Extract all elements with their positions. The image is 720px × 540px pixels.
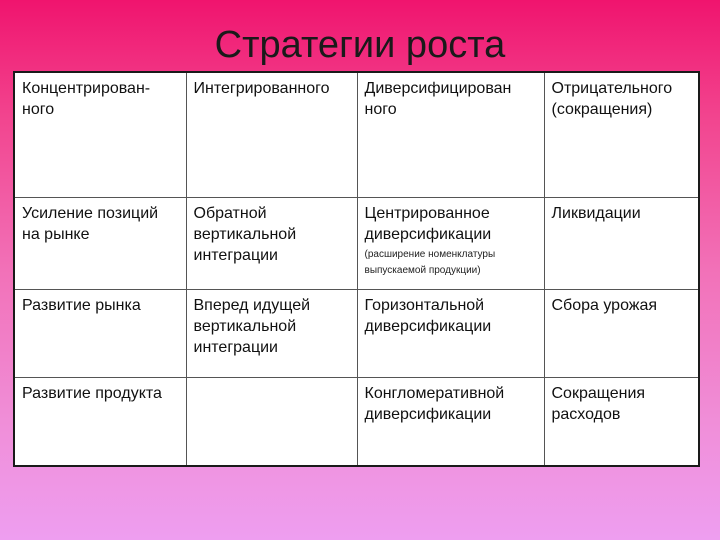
cell-text: Вперед идущей вертикальной интеграции: [193, 296, 311, 356]
table-cell: [357, 377, 544, 466]
table-row: [14, 197, 699, 289]
table-cell: [14, 197, 186, 289]
cell-text: Сбора урожая: [551, 296, 658, 314]
table-cell: [544, 377, 699, 466]
table-cell: [186, 377, 357, 466]
table-row: [14, 289, 699, 377]
cell-text: Развитие рынка: [22, 296, 141, 314]
table-cell: [14, 377, 186, 466]
cell-text: Усиление позиций на рынке: [22, 204, 159, 243]
cell-text: Ликвидации: [551, 204, 641, 222]
cell-text: Интегрированного: [193, 80, 330, 97]
slide-title: Стратегии роста: [214, 24, 506, 66]
table-cell: [14, 289, 186, 377]
cell-text: Конгломеративной диверсификации: [364, 384, 505, 423]
table-cell: [544, 197, 699, 289]
cell-text: Развитие продукта: [22, 384, 162, 402]
table-cell: [14, 72, 186, 197]
table-row: [14, 377, 699, 466]
table-cell: [544, 289, 699, 377]
cell-note: (расширение номенклатуры выпускаемой продукции): [364, 248, 496, 276]
cell-text: Отрицательного (сокращения): [551, 80, 673, 118]
table-header-row: [14, 72, 699, 197]
table-cell: [357, 72, 544, 197]
cell-text: Центрированное диверсификации: [364, 204, 492, 243]
strategies-table: [13, 71, 700, 467]
cell-text: Диверсифицирован ного: [364, 80, 512, 118]
table-cell: [186, 197, 357, 289]
table-cell: [544, 72, 699, 197]
cell-text: Сокращения расходов: [551, 384, 646, 423]
table-cell: [357, 289, 544, 377]
table-cell: [186, 289, 357, 377]
table-cell: [186, 72, 357, 197]
cell-text: Концентрирован-ного: [22, 80, 151, 118]
cell-text: Горизонтальной диверсификации: [364, 296, 492, 335]
cell-text: Обратной вертикальной интеграции: [193, 204, 297, 264]
table-cell: [357, 197, 544, 289]
